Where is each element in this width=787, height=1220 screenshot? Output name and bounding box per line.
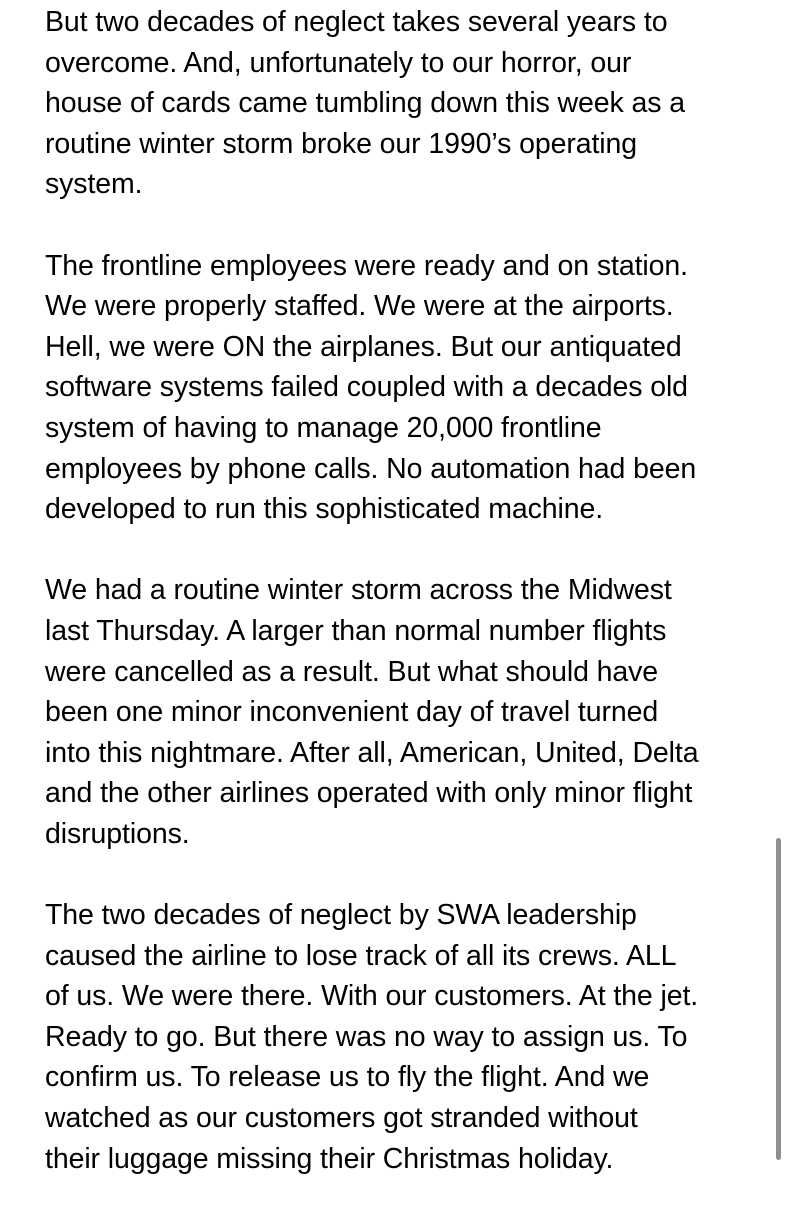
paragraph-2 [45,246,780,530]
text-line: overcome. And, unfortunately to our horror, our [45,46,632,79]
text-line: into this nightmare. After all, American, United, Delta [45,736,699,769]
text-line: We were properly staffed. We were at the airports. [45,290,674,323]
text-line: But two decades of neglect takes several years to [45,6,668,38]
text-line: watched as our customers got stranded without [45,1102,638,1135]
text-line: caused the airline to lose track of all its crews. ALL [45,939,677,972]
text-line: system. [45,168,143,201]
text-line: been one minor inconvenient day of travel turned [45,696,659,729]
text-line: house of cards came tumbling down this week as a [45,87,685,120]
text-line: were cancelled as a result. But what should have [45,655,659,688]
text-line: software systems failed coupled with a decades old [45,371,688,404]
vertical-scrollbar[interactable] [776,838,781,1160]
paragraph-4 [45,895,780,1179]
text-line: last Thursday. A larger than normal number flights [45,614,667,647]
text-line: The two decades of neglect by SWA leadership [45,899,637,932]
text-line: developed to run this sophisticated machine. [45,493,604,526]
text-line: Hell, we were ON the airplanes. But our antiquated [45,330,682,363]
text-line: confirm us. To release us to fly the flight. And we [45,1061,650,1094]
text-line: system of having to manage 20,000 frontline [45,411,602,444]
text-line: of us. We were there. With our customers. At the jet. [45,980,699,1013]
text-line: employees by phone calls. No automation had been [45,452,697,485]
text-line: disruptions. [45,817,190,850]
text-line: We had a routine winter storm across the Midwest [45,574,672,607]
paragraph-3 [45,570,780,854]
document-body [45,2,780,1220]
text-line: their luggage missing their Christmas holiday. [45,1142,614,1175]
text-line: Ready to go. But there was no way to assign us. To [45,1020,688,1053]
text-line: The frontline employees were ready and on station. [45,249,688,282]
text-line: and the other airlines operated with only minor flight [45,777,693,810]
paragraph-1 [45,2,780,205]
text-line: routine winter storm broke our 1990’s operating [45,127,638,160]
